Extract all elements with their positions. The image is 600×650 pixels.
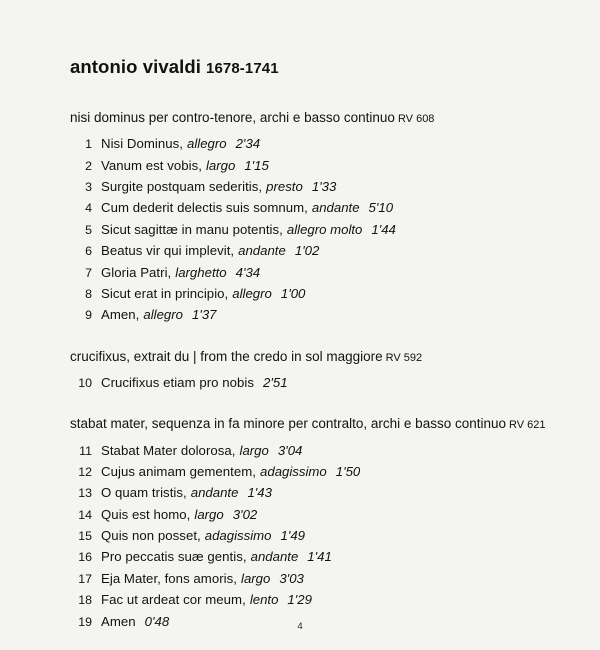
track-duration: 1'37 <box>191 307 217 323</box>
work-section <box>70 347 560 394</box>
track-duration: 1'43 <box>247 485 272 501</box>
track-row <box>70 176 560 197</box>
track-title: Sicut sagittæ in manu potentis, <box>101 221 283 237</box>
track-row <box>70 240 560 261</box>
track-duration: 2'51 <box>263 374 288 390</box>
track-row <box>70 262 560 283</box>
work-title-text: nisi dominus per contro-tenore, archi e basso continuo <box>70 110 395 125</box>
track-row <box>70 440 560 461</box>
composer-name: antonio vivaldi <box>70 56 202 77</box>
work-catalog-number: RV 592 <box>385 351 423 364</box>
track-duration: 3'02 <box>232 506 258 522</box>
track-duration: 1'29 <box>287 592 312 608</box>
work-catalog-number: RV 608 <box>397 113 435 125</box>
track-row <box>70 461 560 482</box>
track-row <box>70 197 560 218</box>
track-title: Vanum est vobis, <box>101 157 202 173</box>
track-tempo-marking: larghetto <box>175 264 227 280</box>
composer-heading <box>70 56 560 78</box>
track-tempo-marking: largo <box>194 506 224 522</box>
track-duration: 1'41 <box>307 549 332 565</box>
track-row <box>70 504 560 525</box>
track-number: 18 <box>78 593 92 608</box>
track-number: 5 <box>85 222 92 237</box>
track-duration: 1'02 <box>294 243 320 259</box>
track-title: Quis non posset, <box>101 528 201 543</box>
track-title: Stabat Mater dolorosa, <box>101 442 236 458</box>
track-number: 11 <box>79 443 92 458</box>
track-number: 9 <box>85 308 92 323</box>
track-title: Cujus animam gementem, <box>101 463 257 479</box>
page-number: 4 <box>297 621 303 632</box>
track-title: O quam tristis, <box>101 485 187 501</box>
works-list <box>70 108 560 632</box>
track-duration: 4'34 <box>235 264 261 280</box>
track-duration: 3'04 <box>277 442 303 458</box>
track-tempo-marking: allegro molto <box>286 221 363 237</box>
track-duration: 1'50 <box>335 463 361 479</box>
track-tempo-marking: andante <box>238 243 286 259</box>
track-title: Quis est homo, <box>101 506 191 522</box>
track-duration: 2'34 <box>235 136 261 152</box>
track-number: 6 <box>85 244 92 259</box>
composer-dates: 1678-1741 <box>206 60 279 77</box>
track-number: 10 <box>78 375 92 390</box>
track-row <box>70 219 560 240</box>
track-number: 8 <box>85 286 92 301</box>
track-row <box>70 589 560 610</box>
track-tempo-marking: lento <box>249 592 279 608</box>
track-tempo-marking: largo <box>241 570 271 586</box>
track-duration: 1'33 <box>311 179 337 194</box>
track-number: 2 <box>85 158 92 173</box>
track-row <box>70 568 560 589</box>
track-tempo-marking: andante <box>311 200 360 216</box>
track-tempo-marking: allegro <box>232 285 272 301</box>
track-duration: 5'10 <box>368 200 394 216</box>
track-number: 4 <box>85 201 92 216</box>
track-tempo-marking: adagissimo <box>260 463 327 479</box>
track-tempo-marking: presto <box>266 179 303 194</box>
track-title: Eja Mater, fons amoris, <box>101 570 238 586</box>
track-tempo-marking: allegro <box>187 136 227 152</box>
track-tempo-marking: andante <box>250 549 299 565</box>
track-row <box>70 133 560 154</box>
track-number: 12 <box>78 464 92 479</box>
work-title <box>70 347 560 367</box>
track-title: Fac ut ardeat cor meum, <box>101 592 246 608</box>
track-number: 13 <box>78 486 92 501</box>
work-section <box>70 414 560 632</box>
track-number: 15 <box>78 529 92 543</box>
track-duration: 1'00 <box>280 285 306 301</box>
track-row <box>70 283 560 304</box>
track-duration: 1'44 <box>371 221 396 237</box>
track-number: 1 <box>85 137 92 152</box>
track-title: Amen, <box>101 307 140 323</box>
track-duration: 1'15 <box>244 157 269 173</box>
track-number: 17 <box>78 571 92 586</box>
track-title: Crucifixus etiam pro nobis <box>101 374 255 390</box>
work-title-text: stabat mater, sequenza in fa minore per contralto, archi e basso continuo <box>70 416 507 432</box>
track-title: Gloria Patri, <box>101 264 172 280</box>
track-title: Beatus vir qui implevit, <box>101 243 235 259</box>
track-number: 16 <box>78 550 92 565</box>
track-title: Cum dederit delectis suis somnum, <box>101 200 308 216</box>
track-title: Amen <box>101 613 136 629</box>
track-row <box>70 155 560 176</box>
work-title <box>70 108 560 128</box>
track-list <box>70 372 560 393</box>
track-duration: 3'03 <box>279 570 304 586</box>
track-tempo-marking: adagissimo <box>204 528 272 543</box>
track-row <box>70 525 560 546</box>
work-title <box>70 414 560 434</box>
track-tempo-marking: andante <box>190 485 239 501</box>
track-duration: 1'49 <box>280 528 306 543</box>
track-row <box>70 372 560 393</box>
track-title: Pro peccatis suæ gentis, <box>101 549 247 565</box>
work-section <box>70 108 560 326</box>
track-title: Sicut erat in principio, <box>101 285 229 301</box>
track-number: 3 <box>85 180 92 194</box>
track-number: 19 <box>78 614 92 629</box>
track-list <box>70 440 560 632</box>
track-tempo-marking: largo <box>239 442 269 458</box>
track-title: Surgite postquam sederitis, <box>101 179 263 194</box>
track-number: 7 <box>85 265 92 280</box>
work-catalog-number: RV 621 <box>509 419 546 432</box>
track-row <box>70 482 560 503</box>
track-tempo-marking: largo <box>205 157 236 173</box>
track-title: Nisi Dominus, <box>101 136 183 152</box>
track-number: 14 <box>78 507 92 522</box>
track-row <box>70 546 560 567</box>
work-title-text: crucifixus, extrait du | from the credo in sol maggiore <box>70 348 383 364</box>
track-duration: 0'48 <box>144 613 170 629</box>
track-row <box>70 304 560 325</box>
track-tempo-marking: allegro <box>143 307 183 323</box>
track-list <box>70 133 560 325</box>
